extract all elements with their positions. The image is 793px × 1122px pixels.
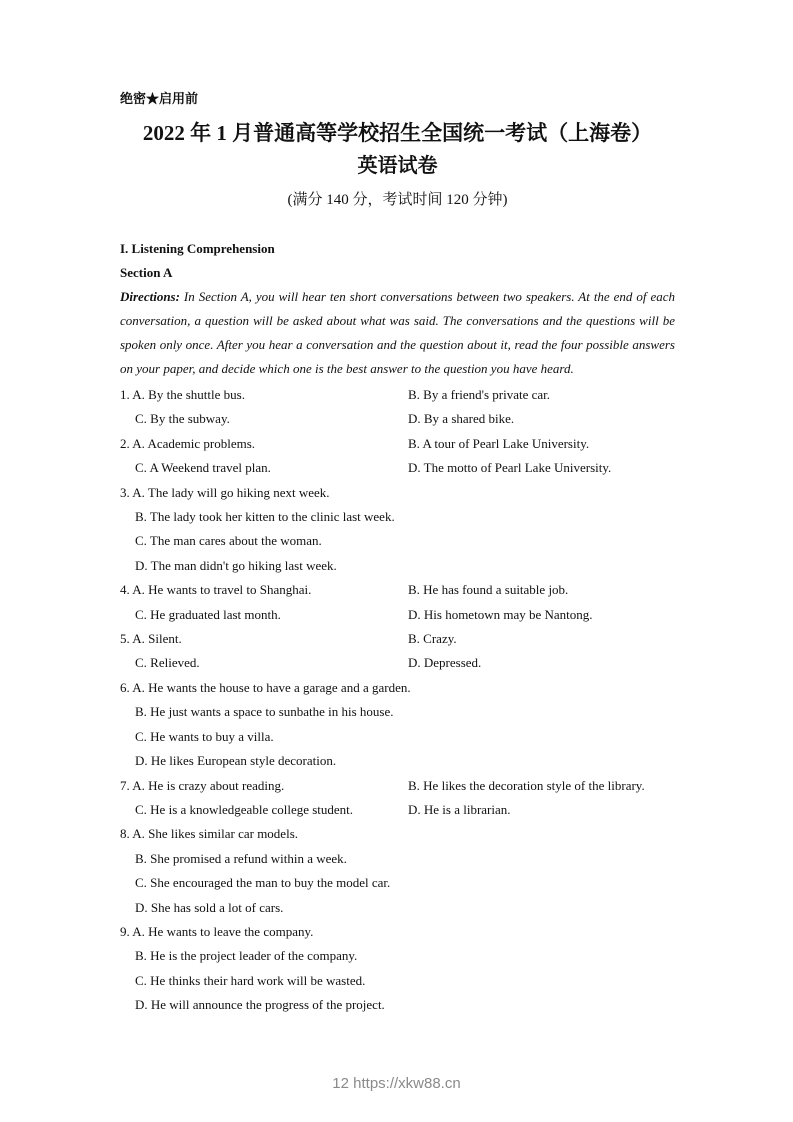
option-text: C. He thinks their hard work will be wasted.	[135, 972, 366, 988]
option-row	[120, 676, 675, 700]
question-8	[120, 822, 675, 920]
question-4	[120, 578, 675, 627]
option-row	[120, 969, 675, 993]
option-row	[120, 847, 675, 871]
option-text: B. A tour of Pearl Lake University.	[408, 435, 590, 451]
option-text: D. Depressed.	[408, 655, 482, 671]
option-row	[120, 578, 675, 602]
option-row	[120, 481, 675, 505]
option-row	[120, 749, 675, 773]
option-row	[120, 651, 675, 675]
option-text: D. He will announce the progress of the project.	[135, 997, 385, 1013]
option-text: D. The motto of Pearl Lake University.	[408, 460, 612, 476]
option-text: C. Relieved.	[135, 655, 200, 671]
option-text: D. He is a librarian.	[408, 801, 511, 817]
option-text: 9. A. He wants to leave the company.	[120, 923, 314, 939]
option-text: C. She encouraged the man to buy the model car.	[135, 875, 391, 891]
exam-score-time-note: (满分 140 分，考试时间 120 分钟)	[287, 192, 508, 208]
option-row	[120, 505, 675, 529]
option-row	[120, 432, 675, 456]
classification-label: 绝密★启用前	[120, 91, 199, 106]
option-text: D. The man didn't go hiking last week.	[135, 557, 337, 573]
option-text: C. He graduated last month.	[135, 606, 281, 622]
option-text: 1. A. By the shuttle bus.	[120, 387, 245, 402]
option-text: B. He just wants a space to sunbathe in his house.	[135, 704, 394, 720]
page-footer	[0, 1075, 793, 1092]
option-row	[120, 627, 675, 651]
option-text: B. He is the project leader of the company.	[135, 948, 358, 964]
questions-list	[120, 383, 675, 1018]
section-a-heading: Section A	[120, 265, 173, 280]
option-text: 5. A. Silent.	[120, 631, 182, 647]
option-text: C. He is a knowledgeable college student.	[135, 801, 354, 817]
option-row	[120, 407, 675, 431]
directions-text: In Section A, you will hear ten short conversations between two speakers. At the end of each conversation, a question will be asked about what was said. The conversations and the questions will be spoken only once. After you hear a conversation and the question about it, read the four possible answers on your paper, and decide which one is the best answer to the question you have heard.	[120, 289, 676, 376]
option-row	[120, 798, 675, 822]
option-row	[120, 993, 675, 1017]
question-5	[120, 627, 675, 676]
page-number: 12	[332, 1075, 349, 1092]
option-text: B. He likes the decoration style of the library.	[408, 777, 645, 793]
option-row	[120, 456, 675, 480]
directions-label: Directions:	[120, 289, 180, 304]
option-row	[120, 700, 675, 724]
option-text: C. He wants to buy a villa.	[135, 728, 274, 744]
option-text: D. She has sold a lot of cars.	[135, 899, 284, 915]
option-text: 3. A. The lady will go hiking next week.	[120, 484, 330, 500]
option-text: B. By a friend's private car.	[408, 387, 551, 402]
question-6	[120, 676, 675, 774]
footer-url: https://xkw88.cn	[353, 1075, 461, 1092]
option-text: B. He has found a suitable job.	[408, 582, 569, 598]
option-text: B. Crazy.	[408, 631, 457, 647]
option-row	[120, 725, 675, 749]
question-7	[120, 774, 675, 823]
option-text: B. She promised a refund within a week.	[135, 850, 347, 866]
option-row	[120, 554, 675, 578]
option-row	[120, 822, 675, 846]
option-text: C. By the subway.	[135, 411, 230, 427]
question-9	[120, 920, 675, 1018]
option-row	[120, 383, 675, 407]
exam-title: 2022 年 1 月普通高等学校招生全国统一考试（上海卷）	[142, 121, 653, 145]
option-row	[120, 774, 675, 798]
option-text: 6. A. He wants the house to have a garage and a garden.	[120, 679, 411, 695]
option-text: D. His hometown may be Nantong.	[408, 606, 593, 622]
section-heading-listening: I. Listening Comprehension	[120, 241, 275, 256]
option-row	[120, 944, 675, 968]
option-row	[120, 529, 675, 553]
exam-subtitle: 英语试卷	[357, 155, 438, 177]
option-text: 2. A. Academic problems.	[120, 435, 256, 451]
question-1	[120, 383, 675, 432]
option-text: 8. A. She likes similar car models.	[120, 826, 299, 842]
option-row	[120, 871, 675, 895]
option-text: 7. A. He is crazy about reading.	[120, 777, 285, 793]
directions-paragraph	[120, 285, 675, 381]
option-row	[120, 920, 675, 944]
option-text: D. By a shared bike.	[408, 411, 515, 427]
option-text: C. A Weekend travel plan.	[135, 460, 271, 476]
option-text: C. The man cares about the woman.	[135, 533, 322, 549]
option-text: 4. A. He wants to travel to Shanghai.	[120, 582, 312, 598]
option-text: B. The lady took her kitten to the clinic last week.	[135, 509, 395, 525]
option-text: D. He likes European style decoration.	[135, 753, 337, 769]
question-2	[120, 432, 675, 481]
option-row	[120, 896, 675, 920]
option-row	[120, 603, 675, 627]
question-3	[120, 481, 675, 579]
